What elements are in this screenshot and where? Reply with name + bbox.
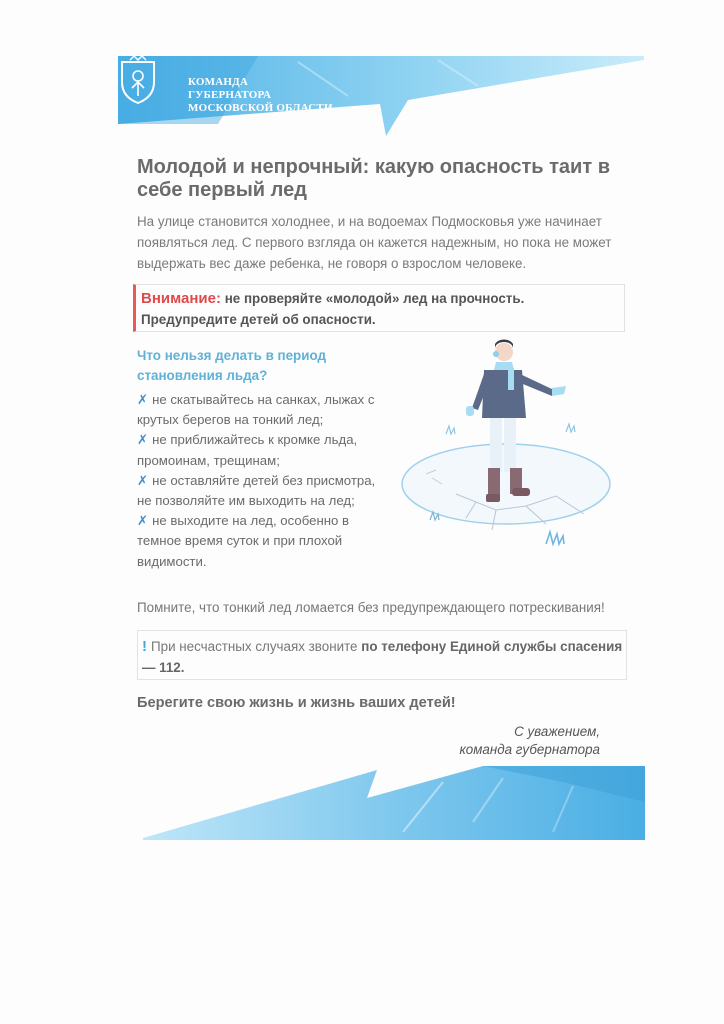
cross-icon: ✗ — [137, 513, 149, 529]
donts-heading: Что нельзя делать в период становления льда? — [137, 348, 326, 383]
signature — [340, 723, 600, 759]
logo-text — [188, 76, 408, 115]
warning-callout — [133, 284, 625, 332]
list-item — [137, 471, 377, 511]
closing-slogan: Берегите свою жизнь и жизнь ваших детей! — [137, 695, 456, 711]
cross-icon: ✗ — [137, 472, 149, 488]
list-item — [137, 390, 377, 430]
coat-of-arms-icon — [118, 56, 158, 104]
warning-label: Внимание: — [141, 290, 221, 307]
logo-line-1: КОМАНДА — [188, 76, 249, 88]
signature-line-1: С уважением, — [514, 724, 600, 739]
cross-icon: ✗ — [137, 392, 149, 407]
footer-background — [143, 762, 645, 840]
warning-text-2: Предупредите детей об опасности. — [141, 312, 376, 327]
intro-paragraph: На улице становится холоднее, и на водоемах Подмосковья уже начинает появляться лед. С первого взгляда он кажется надежным, но пока не может выдержать вес даже ребенка, не говоря о взрослом человеке. — [137, 214, 612, 271]
list-item — [137, 430, 377, 470]
reminder-text: Помните, что тонкий лед ломается без предупреждающего потрескивания! — [137, 600, 605, 615]
list-item-text: не оставляйте детей без присмотра, не позволяйте им выходить на лед; — [137, 472, 376, 509]
list-item — [137, 511, 377, 572]
footer-banner — [143, 762, 645, 840]
emergency-text: При несчастных случаях звоните — [151, 639, 358, 654]
list-item-text: не выходите на лед, особенно в темное время суток и при плохой видимости. — [137, 513, 350, 569]
cross-icon: ✗ — [137, 432, 149, 448]
emergency-phone-text: по телефону Единой службы спасения — 112. — [142, 639, 623, 675]
list-item-text: не скатывайтесь на санках, лыжах с крутых берегов на тонкий лед; — [137, 392, 375, 428]
warning-text: не проверяйте «молодой» лед на прочность. — [224, 291, 525, 306]
logo-line-3: МОСКОВСКОЙ ОБЛАСТИ — [188, 102, 333, 114]
list-item-text: не приближайтесь к кромке льда, промоинам, трещинам; — [137, 432, 358, 468]
logo-line-2: ГУБЕРНАТОРА — [188, 89, 272, 101]
signature-line-2: команда губернатора — [459, 742, 600, 757]
donts-list — [137, 390, 377, 572]
emergency-callout — [137, 630, 627, 680]
header-banner — [118, 56, 644, 146]
exclamation-icon: ! — [142, 638, 147, 655]
person-on-ice-illustration — [396, 334, 622, 564]
page-title: Молодой и непрочный: какую опасность таит в себе первый лед — [137, 156, 610, 201]
